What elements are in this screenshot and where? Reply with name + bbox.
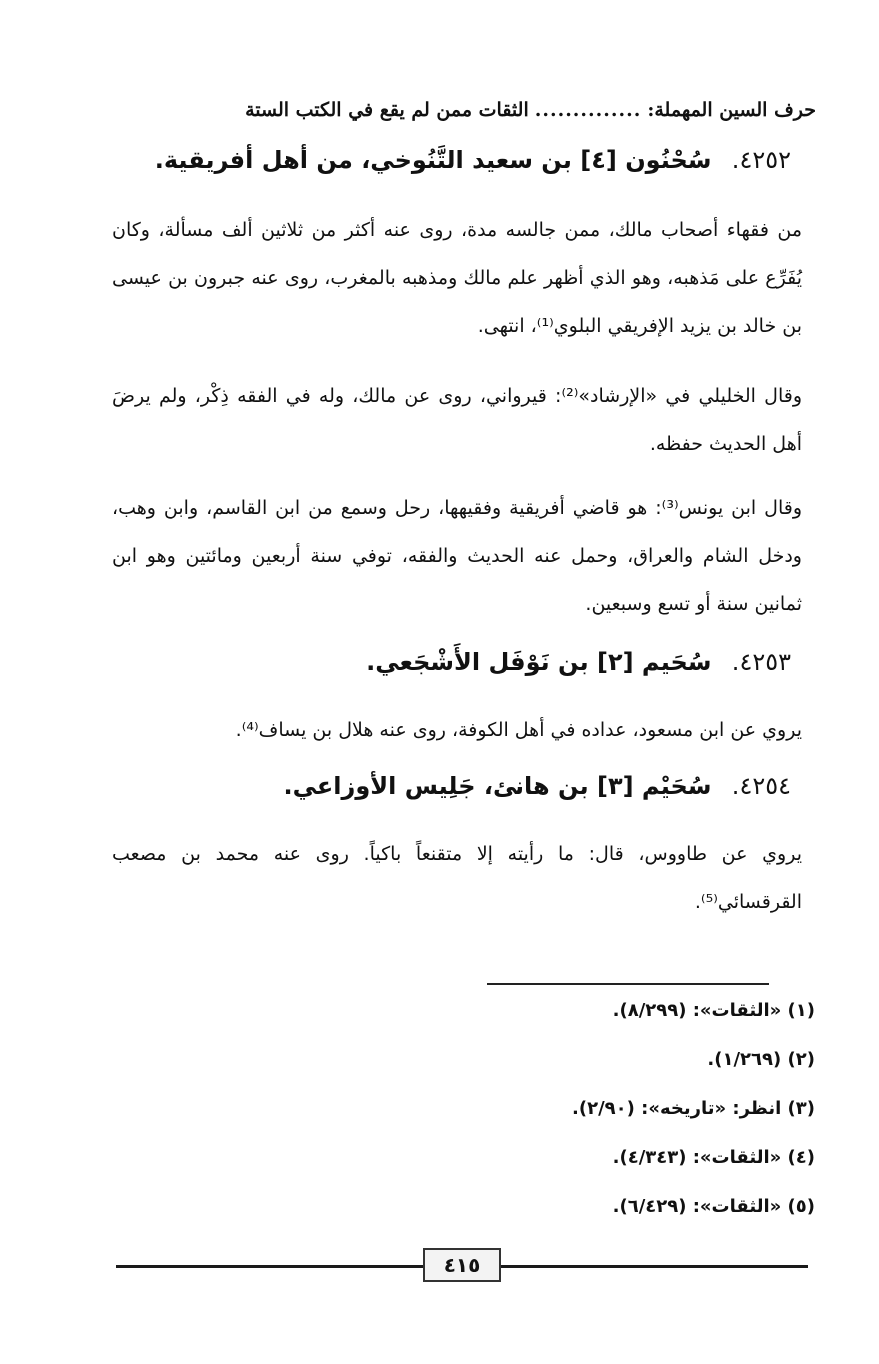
entry-name: سُحْنُون [٤] بن سعيد التَّنُوخي، من أهل أفريقية.: [154, 146, 712, 174]
paragraph-text: يروي عن ابن مسعود، عداده في أهل الكوفة، روى عنه هلال بن يساف⁽⁴⁾.: [235, 719, 802, 741]
entry-paragraph: [112, 484, 802, 628]
footnote-4: (٤) «الثقات»: (٤/٣٤٣).: [612, 1147, 815, 1168]
paragraph-text: وقال ابن يونس⁽³⁾: هو قاضي أفريقية وفقيهها، رحل وسمع من ابن القاسم، وابن وهب، ودخل الشام والعراق، وحمل عنه الحديث والفقه، توفي سنة أربعين ومائتين وهو ابن ثمانين سنة أو تسع وسبعين.: [112, 497, 802, 615]
header-chapter: حرف السين المهملة:: [647, 99, 816, 121]
footnote-divider: [487, 983, 769, 985]
entry-name: سُحَيم [٢] بن نَوْفَل الأَشْجَعي.: [366, 648, 712, 676]
paragraph-text: وقال الخليلي في «الإرشاد»⁽²⁾: قيرواني، روى عن مالك، وله في الفقه ذِكْر، ولم يرضَ أهل الحديث حفظه.: [112, 385, 803, 455]
entry-number: ٤٢٥٣.: [731, 648, 791, 676]
entry-name: سُحَيْم [٣] بن هانئ، جَلِيس الأوزاعي.: [283, 772, 712, 800]
entry-paragraph: [112, 706, 802, 754]
footnote-1: (١) «الثقات»: (٨/٢٩٩).: [612, 1000, 815, 1021]
paragraph-text: من فقهاء أصحاب مالك، ممن جالسه مدة، روى عنه أكثر من ثلاثين ألف مسألة، وكان يُفَرِّع على مَذهبه، وهو الذي أظهر علم مالك ومذهبه بالمغرب، روى عنه جبرون بن عيسى بن خالد بن يزيد الإفريقي البلوي⁽¹⁾، انتهى.: [112, 219, 802, 337]
entry-paragraph: [112, 372, 802, 468]
footer-rule-right: [500, 1265, 808, 1268]
entry-paragraph: [112, 206, 802, 350]
entry-paragraph: [112, 830, 802, 926]
paragraph-text: يروي عن طاووس، قال: ما رأيته إلا متقنعاً باكياً. روى عنه محمد بن مصعب القرقسائي⁽⁵⁾.: [112, 843, 802, 913]
entry-heading-4253: [366, 648, 791, 676]
footer-rule-left: [116, 1265, 423, 1268]
header-dots: ..............: [534, 99, 642, 121]
entry-heading-4254: [283, 772, 791, 800]
footnote-3: (٣) انظر: «تاريخه»: (٢/٩٠).: [572, 1098, 815, 1119]
entry-heading-4252: [155, 146, 791, 174]
entry-number: ٤٢٥٢.: [731, 146, 791, 174]
footnote-2: (٢) (١/٢٦٩).: [707, 1049, 815, 1070]
header-book-title: الثقات ممن لم يقع في الكتب الستة: [245, 99, 529, 121]
entry-number: ٤٢٥٤.: [731, 772, 791, 800]
running-header: [126, 94, 816, 126]
footnote-5: (٥) «الثقات»: (٦/٤٢٩).: [612, 1196, 815, 1217]
page-number: ٤١٥: [423, 1248, 501, 1282]
